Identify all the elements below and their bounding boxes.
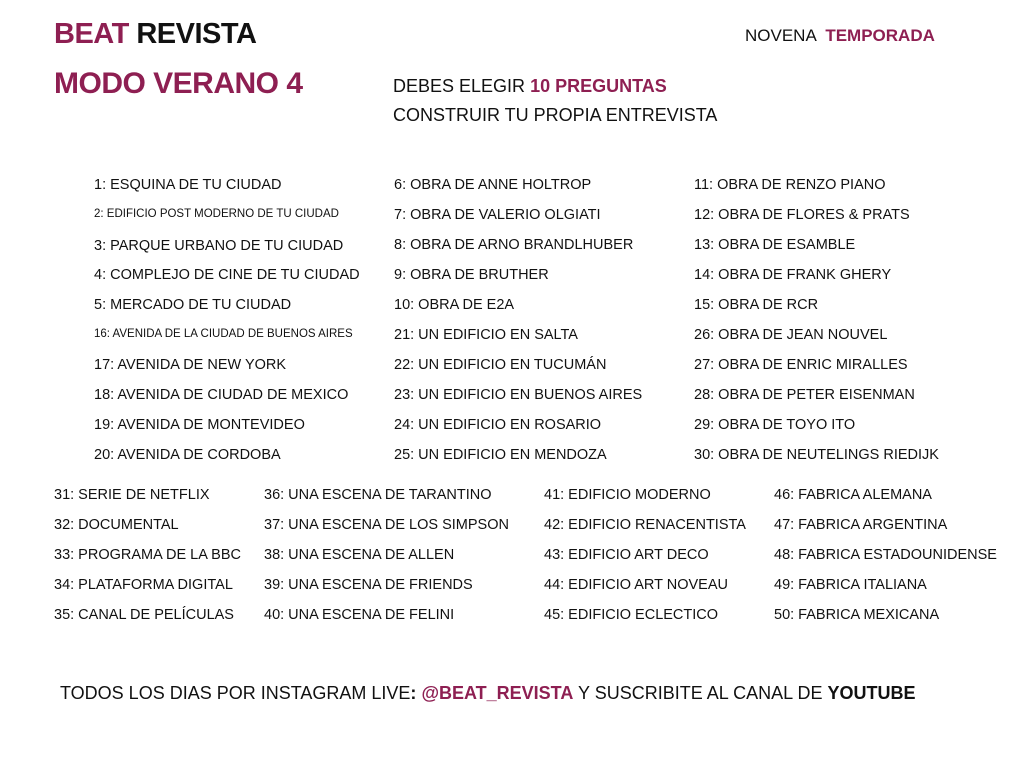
question-item: 23: UN EDIFICIO EN BUENOS AIRES bbox=[394, 387, 643, 403]
title-beat: BEAT bbox=[54, 18, 129, 50]
question-item: 8: OBRA DE ARNO BRANDLHUBER bbox=[394, 237, 634, 253]
question-item: 12: OBRA DE FLORES & PRATS bbox=[694, 207, 910, 223]
question-item: 20: AVENIDA DE CORDOBA bbox=[94, 447, 281, 463]
question-item: 30: OBRA DE NEUTELINGS RIEDIJK bbox=[694, 447, 939, 463]
question-item: 22: UN EDIFICIO EN TUCUMÁN bbox=[394, 357, 607, 373]
question-item: 36: UNA ESCENA DE TARANTINO bbox=[264, 487, 492, 503]
question-item: 14: OBRA DE FRANK GHERY bbox=[694, 267, 892, 283]
season-number: NOVENA bbox=[745, 26, 816, 45]
question-item: 1: ESQUINA DE TU CIUDAD bbox=[94, 177, 282, 193]
question-item: 19: AVENIDA DE MONTEVIDEO bbox=[94, 417, 305, 433]
subtitle: MODO VERANO 4 bbox=[54, 67, 303, 100]
question-item: 39: UNA ESCENA DE FRIENDS bbox=[264, 577, 473, 593]
instruction-prefix: DEBES ELEGIR bbox=[393, 76, 526, 96]
question-item: 43: EDIFICIO ART DECO bbox=[544, 547, 709, 563]
instruction-line-2: CONSTRUIR TU PROPIA ENTREVISTA bbox=[393, 105, 718, 125]
question-item: 26: OBRA DE JEAN NOUVEL bbox=[694, 327, 888, 343]
question-item: 38: UNA ESCENA DE ALLEN bbox=[264, 547, 455, 563]
question-item: 33: PROGRAMA DE LA BBC bbox=[54, 547, 241, 563]
question-item: 9: OBRA DE BRUTHER bbox=[394, 267, 549, 283]
question-item: 42: EDIFICIO RENACENTISTA bbox=[544, 517, 746, 533]
footer-text-1: TODOS LOS DIAS POR INSTAGRAM LIVE bbox=[60, 683, 411, 703]
question-item: 7: OBRA DE VALERIO OLGIATI bbox=[394, 207, 601, 223]
footer bbox=[60, 683, 915, 704]
question-item: 28: OBRA DE PETER EISENMAN bbox=[694, 387, 915, 403]
footer-colon: : bbox=[410, 683, 417, 703]
question-item: 2: EDIFICIO POST MODERNO DE TU CIUDAD bbox=[94, 208, 339, 220]
question-item: 3: PARQUE URBANO DE TU CIUDAD bbox=[94, 238, 344, 254]
question-item: 21: UN EDIFICIO EN SALTA bbox=[394, 327, 578, 343]
question-item: 10: OBRA DE E2A bbox=[394, 297, 515, 313]
question-item: 24: UN EDIFICIO EN ROSARIO bbox=[394, 417, 602, 433]
question-item: 4: COMPLEJO DE CINE DE TU CIUDAD bbox=[94, 267, 360, 283]
question-item: 45: EDIFICIO ECLECTICO bbox=[544, 607, 719, 623]
title-revista: REVISTA bbox=[136, 18, 257, 50]
question-item: 41: EDIFICIO MODERNO bbox=[544, 487, 711, 503]
question-item: 11: OBRA DE RENZO PIANO bbox=[694, 177, 886, 193]
instagram-handle: @BEAT_REVISTA bbox=[421, 683, 574, 703]
season-accent: TEMPORADA bbox=[825, 26, 935, 45]
question-item: 50: FABRICA MEXICANA bbox=[774, 607, 940, 623]
instruction-line-1 bbox=[393, 76, 667, 97]
magazine-title bbox=[54, 18, 256, 51]
question-item: 27: OBRA DE ENRIC MIRALLES bbox=[694, 357, 908, 373]
question-item: 17: AVENIDA DE NEW YORK bbox=[94, 357, 287, 373]
question-item: 29: OBRA DE TOYO ITO bbox=[694, 417, 856, 433]
question-item: 18: AVENIDA DE CIUDAD DE MEXICO bbox=[94, 387, 349, 403]
question-item: 49: FABRICA ITALIANA bbox=[774, 577, 927, 593]
question-item: 47: FABRICA ARGENTINA bbox=[774, 517, 948, 533]
question-item: 40: UNA ESCENA DE FELINI bbox=[264, 607, 455, 623]
question-item: 31: SERIE DE NETFLIX bbox=[54, 487, 210, 503]
question-item: 6: OBRA DE ANNE HOLTROP bbox=[394, 177, 592, 193]
question-item: 25: UN EDIFICIO EN MENDOZA bbox=[394, 447, 607, 463]
question-item: 48: FABRICA ESTADOUNIDENSE bbox=[774, 547, 997, 563]
question-item: 34: PLATAFORMA DIGITAL bbox=[54, 577, 233, 593]
question-item: 16: AVENIDA DE LA CIUDAD DE BUENOS AIRES bbox=[94, 328, 353, 340]
question-item: 13: OBRA DE ESAMBLE bbox=[694, 237, 856, 253]
question-item: 5: MERCADO DE TU CIUDAD bbox=[94, 297, 292, 313]
question-item: 44: EDIFICIO ART NOVEAU bbox=[544, 577, 728, 593]
footer-text-2: Y SUSCRIBITE AL CANAL DE bbox=[578, 683, 823, 703]
instruction-accent: 10 PREGUNTAS bbox=[530, 76, 667, 96]
question-item: 15: OBRA DE RCR bbox=[694, 297, 819, 313]
youtube-label: YOUTUBE bbox=[827, 683, 916, 703]
question-item: 32: DOCUMENTAL bbox=[54, 517, 179, 533]
season-label bbox=[745, 26, 935, 46]
question-item: 37: UNA ESCENA DE LOS SIMPSON bbox=[264, 517, 509, 533]
question-item: 35: CANAL DE PELÍCULAS bbox=[54, 607, 234, 623]
question-item: 46: FABRICA ALEMANA bbox=[774, 487, 932, 503]
